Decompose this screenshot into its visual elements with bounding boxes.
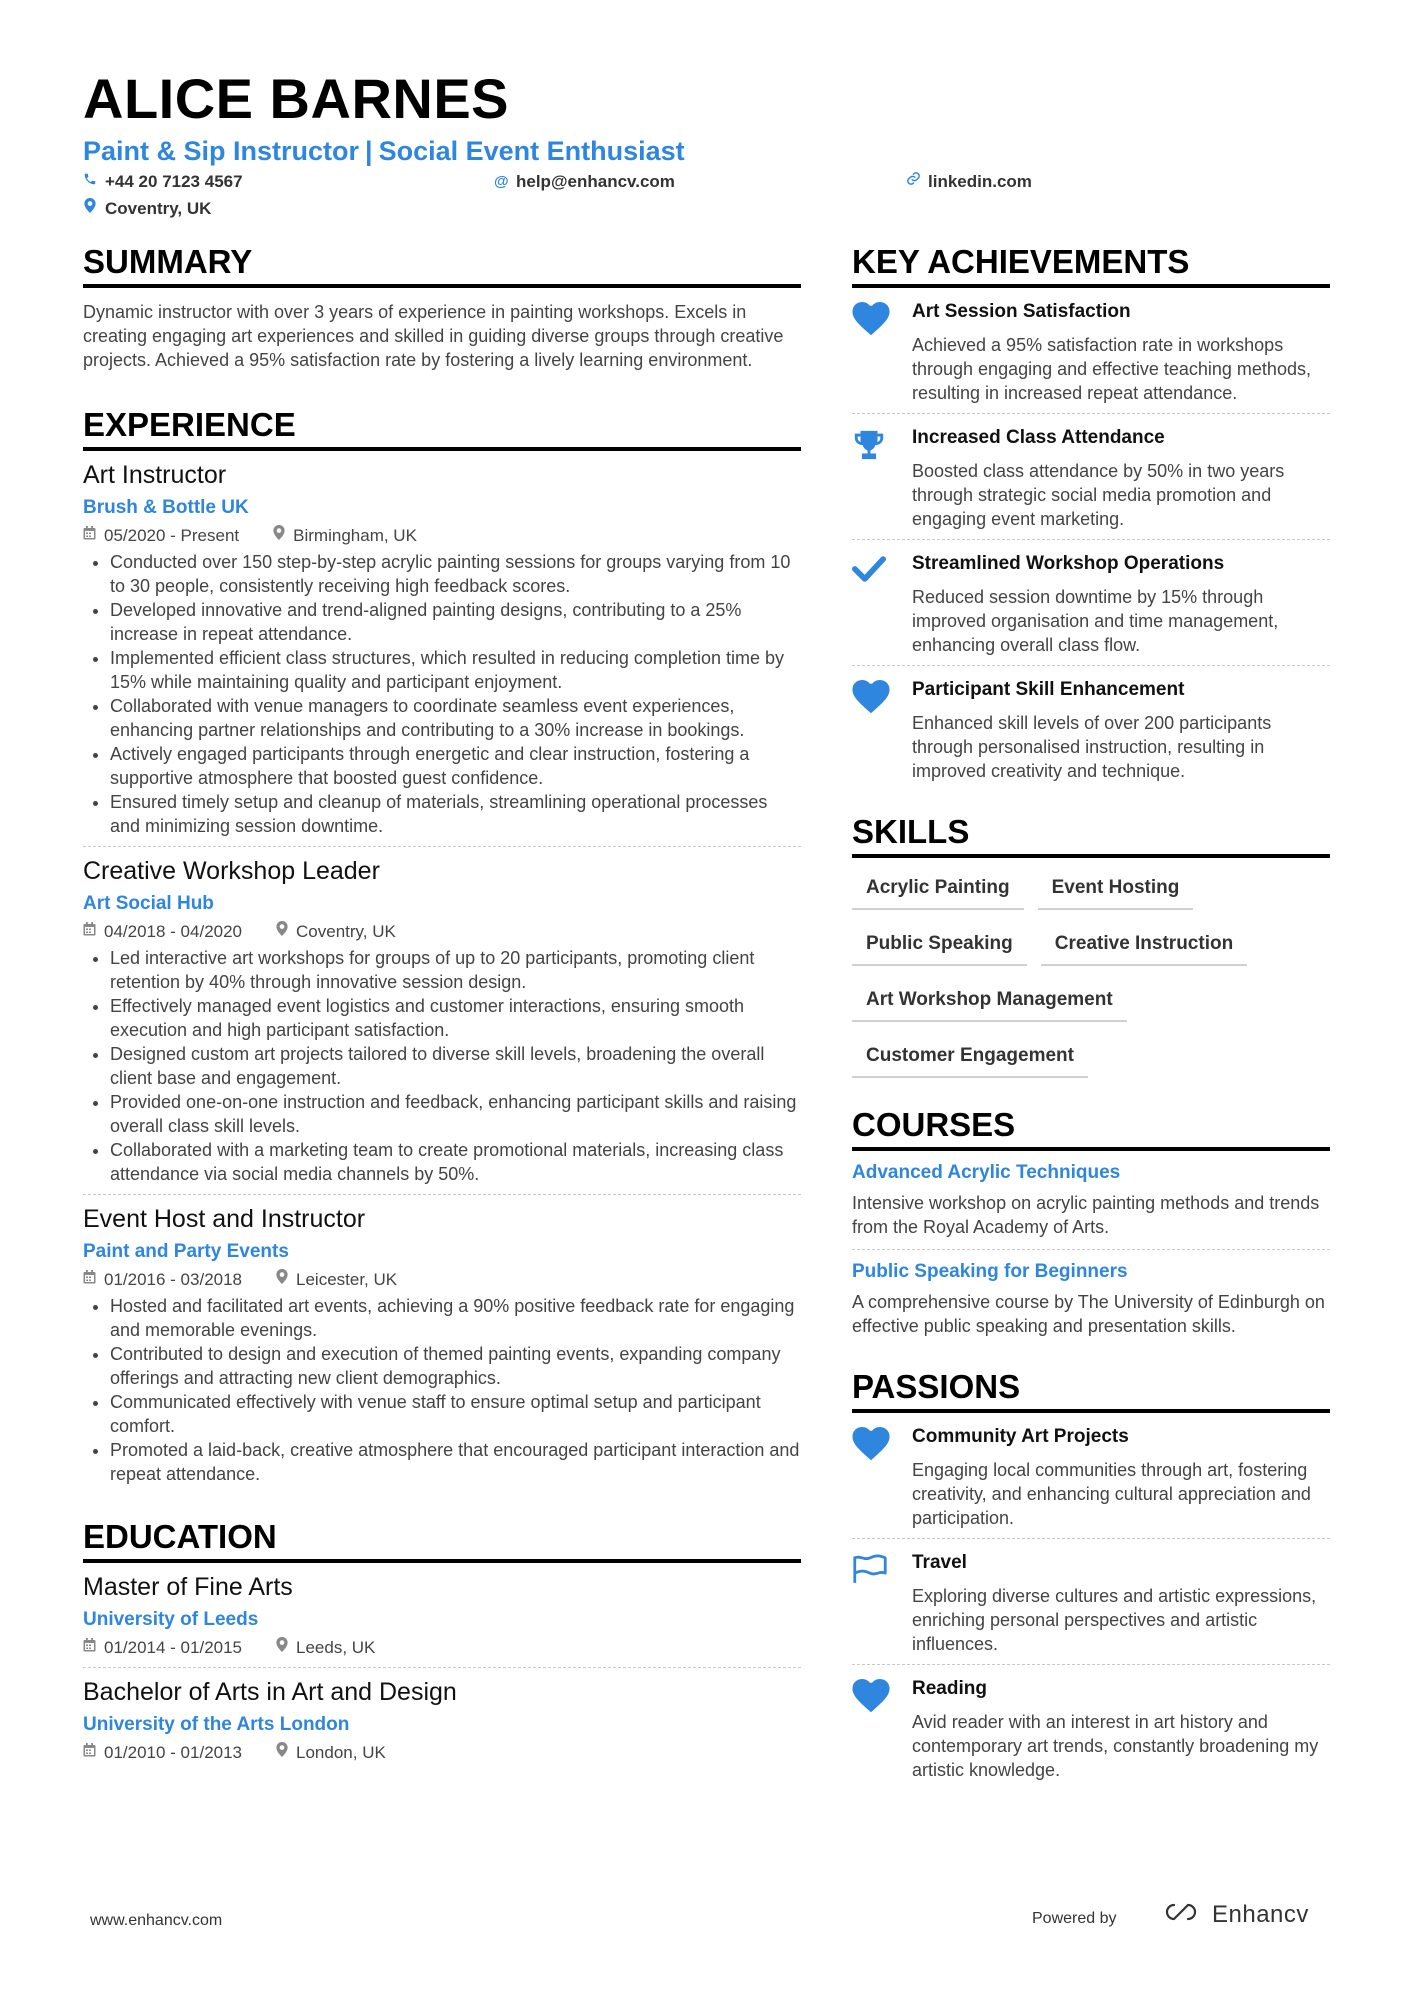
location-pin-icon	[276, 1742, 288, 1764]
job-bullet: • Developed innovative and trend-aligned painting designs, contributing to a 25% increase in repeat attendance.	[110, 598, 801, 646]
passion-desc: Avid reader with an interest in art history and contemporary art trends, constantly broadening my artistic knowledge.	[912, 1712, 1319, 1780]
achievement-item	[852, 540, 1330, 666]
achievement-desc: Boosted class attendance by 50% in two years through strategic social media promotion and engaging event marketing.	[912, 461, 1285, 529]
skill-tag: Acrylic Painting	[852, 872, 1024, 910]
passion-item	[852, 1413, 1330, 1539]
location-text: Coventry, UK	[105, 199, 212, 218]
job-bullet: • Implemented efficient class structures, which resulted in reducing completion time by 15% while maintaining quality and participant enjoyment.	[110, 646, 801, 694]
location-pin-icon	[276, 1637, 288, 1659]
course-item	[852, 1151, 1330, 1250]
calendar-icon	[83, 1742, 96, 1764]
experience-item	[83, 459, 801, 847]
course-desc: A comprehensive course by The University of Edinburgh on effective public speaking and presentation skills.	[852, 1292, 1325, 1336]
achievement-desc: Enhanced skill levels of over 200 participants through personalised instruction, resulting in improved creativity and technique.	[912, 713, 1272, 781]
skill-tag: Creative Instruction	[1041, 928, 1247, 966]
passions-section	[852, 1368, 1330, 1790]
job-bullet: • Promoted a laid-back, creative atmosphere that encouraged participant interaction and repeat attendance.	[110, 1438, 801, 1486]
link-icon	[906, 171, 920, 193]
achievements-heading: KEY ACHIEVEMENTS	[852, 243, 1330, 288]
job-bullet: • Hosted and facilitated art events, achieving a 90% positive feedback rate for engaging and memorable evenings.	[110, 1294, 801, 1342]
job-company: Paint and Party Events	[83, 1241, 289, 1262]
footer-brand: Enhancv	[1212, 1900, 1309, 1928]
job-bullets	[83, 946, 801, 1186]
flag-icon	[852, 1551, 912, 1656]
contact-location	[83, 198, 211, 220]
enhancv-logo-icon	[1158, 1900, 1204, 1929]
courses-heading: COURSES	[852, 1106, 1330, 1151]
calendar-icon	[83, 1269, 96, 1291]
calendar-icon	[83, 525, 96, 547]
job-company: Brush & Bottle UK	[83, 497, 249, 518]
education-meta	[83, 1742, 801, 1764]
job-dates: 05/2020 - Present	[104, 526, 240, 545]
heart-icon	[852, 300, 912, 405]
experience-item	[83, 1203, 801, 1494]
achievement-title: Participant Skill Enhancement	[912, 679, 1185, 700]
contact-phone	[83, 171, 243, 193]
education-item	[83, 1676, 801, 1772]
trophy-icon	[852, 426, 912, 531]
skill-tag: Event Hosting	[1038, 872, 1194, 910]
candidate-title	[83, 134, 685, 168]
job-bullet: • Contributed to design and execution of themed painting events, expanding company offerings and attracting new client demographics.	[110, 1342, 801, 1390]
skills-section	[852, 813, 1330, 1078]
job-bullet: • Provided one-on-one instruction and feedback, enhancing participant skills and raising overall class skill levels.	[110, 1090, 801, 1138]
summary-heading: SUMMARY	[83, 243, 801, 288]
candidate-name: ALICE BARNES	[83, 67, 510, 130]
heart-icon	[852, 678, 912, 783]
heart-icon	[852, 1677, 912, 1782]
job-location: Birmingham, UK	[293, 526, 417, 545]
phone-icon	[83, 171, 97, 193]
achievement-title: Art Session Satisfaction	[912, 301, 1131, 322]
experience-section	[83, 406, 801, 1494]
job-bullets	[83, 550, 801, 838]
contact-linkedin[interactable]	[906, 171, 1032, 193]
job-location: Leicester, UK	[296, 1270, 398, 1289]
phone-text: +44 20 7123 4567	[105, 172, 243, 191]
course-title: Public Speaking for Beginners	[852, 1261, 1128, 1282]
passion-title: Community Art Projects	[912, 1426, 1129, 1447]
job-bullet: • Conducted over 150 step-by-step acrylic painting sessions for groups varying from 10 to 30 people, consistently receiving high feedback scores.	[110, 550, 801, 598]
heart-icon	[852, 1425, 912, 1530]
achievement-title: Increased Class Attendance	[912, 427, 1165, 448]
footer-powered-by: Powered by	[1032, 1910, 1117, 1927]
checkmark-icon	[852, 552, 912, 657]
location-pin-icon	[273, 525, 285, 547]
skill-tag: Public Speaking	[852, 928, 1027, 966]
job-bullet: • Led interactive art workshops for groups of up to 20 participants, promoting client retention by 40% through innovative session design.	[110, 946, 801, 994]
education-dates: 01/2014 - 01/2015	[104, 1638, 243, 1657]
location-pin-icon	[276, 1269, 288, 1291]
skill-tag: Customer Engagement	[852, 1040, 1088, 1078]
job-location: Coventry, UK	[296, 922, 396, 941]
location-pin-icon	[276, 921, 288, 943]
footer-url[interactable]: www.enhancv.com	[90, 1912, 223, 1929]
job-meta	[83, 921, 801, 943]
skill-tag: Art Workshop Management	[852, 984, 1127, 1022]
job-dates: 04/2018 - 04/2020	[104, 922, 243, 941]
school-name: University of Leeds	[83, 1609, 259, 1630]
title-secondary: Social Event Enthusiast	[378, 136, 685, 166]
job-bullet: • Actively engaged participants through energetic and clear instruction, fostering a supportive atmosphere that boosted guest confidence.	[110, 742, 801, 790]
achievement-desc: Achieved a 95% satisfaction rate in workshops through engaging and effective teaching methods, resulting in increased repeat attendance.	[912, 335, 1311, 403]
job-dates: 01/2016 - 03/2018	[104, 1270, 243, 1289]
passion-title: Travel	[912, 1552, 967, 1573]
job-bullet: • Designed custom art projects tailored to diverse skill levels, broadening the overall client base and engagement.	[110, 1042, 801, 1090]
passion-desc: Exploring diverse cultures and artistic expressions, enriching personal perspectives and artistic influences.	[912, 1586, 1317, 1654]
job-role: Creative Workshop Leader	[83, 857, 380, 885]
title-separator: |	[365, 136, 373, 166]
summary-text: Dynamic instructor with over 3 years of experience in painting workshops. Excels in creating engaging art experiences and skilled in guiding diverse groups through creative projects. Achieved a 95% satisfaction rate by fostering a lively learning environment.	[83, 302, 784, 370]
job-bullet: • Effectively managed event logistics and customer interactions, ensuring smooth execution and high participant satisfaction.	[110, 994, 801, 1042]
passion-title: Reading	[912, 1678, 987, 1699]
education-location: London, UK	[296, 1743, 386, 1762]
job-bullet: • Ensured timely setup and cleanup of materials, streamlining operational processes and minimizing session downtime.	[110, 790, 801, 838]
course-item	[852, 1250, 1330, 1348]
achievement-item	[852, 414, 1330, 540]
courses-section	[852, 1106, 1330, 1348]
job-bullet: • Collaborated with venue managers to coordinate seamless event experiences, enhancing partner relationships and contributing to a 30% increase in bookings.	[110, 694, 801, 742]
job-bullets	[83, 1294, 801, 1486]
education-section	[83, 1518, 801, 1772]
job-bullet: • Collaborated with a marketing team to create promotional materials, increasing class attendance via social media channels by 50%.	[110, 1138, 801, 1186]
achievement-desc: Reduced session downtime by 15% through improved organisation and time management, enhancing overall class flow.	[912, 587, 1279, 655]
achievement-item	[852, 288, 1330, 414]
job-meta	[83, 1269, 801, 1291]
job-company: Art Social Hub	[83, 893, 214, 914]
job-role: Event Host and Instructor	[83, 1205, 366, 1233]
achievement-title: Streamlined Workshop Operations	[912, 553, 1225, 574]
experience-heading: EXPERIENCE	[83, 406, 801, 451]
job-role: Art Instructor	[83, 461, 227, 489]
skills-heading: SKILLS	[852, 813, 1330, 858]
education-heading: EDUCATION	[83, 1518, 801, 1563]
passion-desc: Engaging local communities through art, fostering creativity, and enhancing cultural appreciation and participation.	[912, 1460, 1311, 1528]
passion-item	[852, 1665, 1330, 1790]
right-column	[852, 243, 1330, 1790]
education-location: Leeds, UK	[296, 1638, 376, 1657]
passions-heading: PASSIONS	[852, 1368, 1330, 1413]
degree-title: Master of Fine Arts	[83, 1573, 293, 1601]
job-bullet: • Communicated effectively with venue staff to ensure optimal setup and participant comfort.	[110, 1390, 801, 1438]
education-dates: 01/2010 - 01/2013	[104, 1743, 243, 1762]
course-desc: Intensive workshop on acrylic painting methods and trends from the Royal Academy of Arts.	[852, 1193, 1320, 1237]
experience-item	[83, 855, 801, 1195]
education-meta	[83, 1637, 801, 1659]
school-name: University of the Arts London	[83, 1714, 350, 1735]
achievements-section	[852, 243, 1330, 791]
location-pin-icon	[83, 198, 97, 220]
footer-logo[interactable]	[1158, 1900, 1309, 1929]
achievement-item	[852, 666, 1330, 791]
course-title: Advanced Acrylic Techniques	[852, 1162, 1121, 1183]
skills-list	[852, 858, 1330, 1078]
passion-item	[852, 1539, 1330, 1665]
contact-email[interactable]	[494, 171, 675, 193]
email-text[interactable]: help@enhancv.com	[516, 172, 675, 191]
job-meta	[83, 525, 801, 547]
calendar-icon	[83, 921, 96, 943]
calendar-icon	[83, 1637, 96, 1659]
left-column	[83, 243, 801, 1778]
education-item	[83, 1571, 801, 1668]
at-icon: @	[494, 173, 509, 190]
degree-title: Bachelor of Arts in Art and Design	[83, 1678, 457, 1706]
title-primary: Paint & Sip Instructor	[83, 136, 360, 166]
linkedin-text[interactable]: linkedin.com	[928, 172, 1032, 191]
summary-section	[83, 243, 801, 372]
